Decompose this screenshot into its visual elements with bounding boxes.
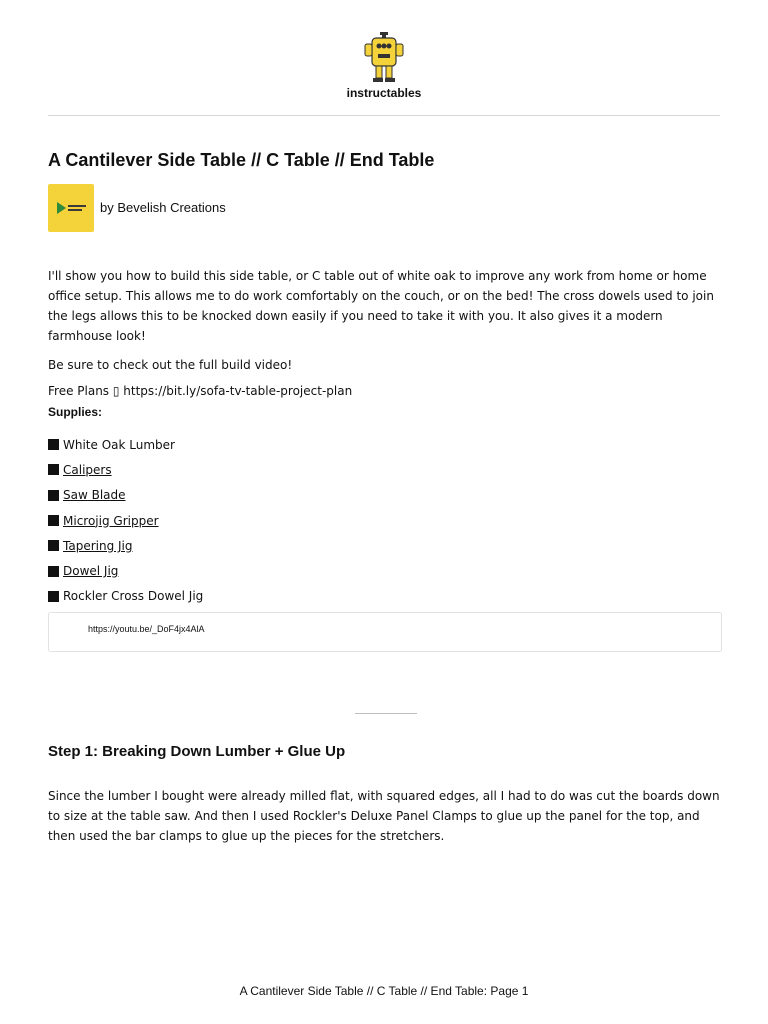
intro-paragraph: I'll show you how to build this side table, or C table out of white oak to improve any work from home or home office setup. This allows me to do work comfortably on the couch, or on the bed! The cross dowels used to join the legs allows this to be knocked down easily if you need to take it with you. It also gives it a modern farmhouse look! <box>48 269 714 343</box>
list-item[interactable] <box>48 508 203 533</box>
play-icon <box>57 202 66 214</box>
supply-link[interactable]: Tapering Jig <box>63 538 133 553</box>
page-footer: A Cantilever Side Table // C Table // End Table: Page 1 <box>239 984 529 998</box>
list-item[interactable] <box>48 457 203 482</box>
video-embed[interactable] <box>48 612 722 652</box>
list-item[interactable] <box>48 483 203 508</box>
bullet-square-icon <box>48 439 59 450</box>
list-item[interactable] <box>48 533 203 558</box>
supply-link[interactable]: Dowel Jig <box>63 564 119 579</box>
header-divider <box>48 115 720 116</box>
robot-mascot-icon[interactable] <box>361 30 407 84</box>
bullet-square-icon <box>48 540 59 551</box>
bullet-square-icon <box>48 490 59 501</box>
supply-link[interactable]: Saw Blade <box>63 488 126 503</box>
site-brand[interactable]: instructables <box>346 86 422 100</box>
video-note: Be sure to check out the full build video! <box>48 358 293 372</box>
free-plans-link[interactable]: Free Plans ▯ https://bit.ly/sofa-tv-table-project-plan <box>48 384 353 398</box>
step-title: Step 1: Breaking Down Lumber + Glue Up <box>48 743 346 760</box>
bullet-square-icon <box>48 566 59 577</box>
list-item <box>48 432 203 457</box>
author-name[interactable]: by Bevelish Creations <box>100 200 226 215</box>
avatar-text-lines <box>68 204 86 212</box>
list-item[interactable] <box>48 558 203 583</box>
supplies-list <box>48 432 203 609</box>
author-avatar[interactable] <box>48 184 94 232</box>
video-url[interactable]: https://youtu.be/_DoF4jx4AlA <box>88 624 205 634</box>
bullet-square-icon <box>48 515 59 526</box>
bullet-square-icon <box>48 591 59 602</box>
supply-label: Rockler Cross Dowel Jig <box>63 589 204 604</box>
supply-link[interactable]: Calipers <box>63 462 112 477</box>
supply-link[interactable]: Microjig Gripper <box>63 513 159 528</box>
page-title: A Cantilever Side Table // C Table // End Table <box>48 150 435 170</box>
supplies-heading: Supplies: <box>48 405 103 419</box>
list-item <box>48 584 203 609</box>
supply-label: White Oak Lumber <box>63 437 175 452</box>
site-header <box>0 30 768 100</box>
author-row <box>48 184 226 232</box>
step-paragraph: Since the lumber I bought were already milled flat, with squared edges, all I had to do was cut the boards down to size at the table saw. And then I used Rockler's Deluxe Panel Clamps to glue up the panel for the top, and then used the bar clamps to glue up the pieces for the stretchers. <box>48 789 720 843</box>
section-divider <box>355 713 417 714</box>
bullet-square-icon <box>48 464 59 475</box>
